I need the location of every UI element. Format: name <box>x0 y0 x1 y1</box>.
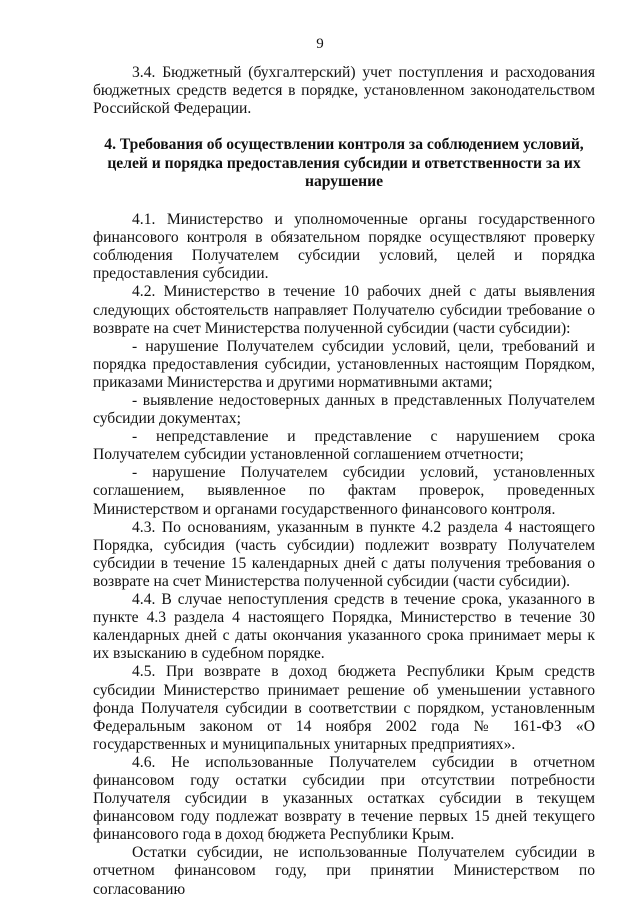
paragraph-4-5: 4.5. При возврате в доход бюджета Республики Крым средств субсидии Министерство принимает решение об уменьшении уставного фонда Получателя субсидии в соответствии с порядком, установленным Федеральным законом от 14 ноября 2002 года № 161-ФЗ «О государственных и муниципальных унитарных предприятиях». <box>93 663 595 753</box>
paragraph-remainder: Остатки субсидии, не использованные Получателем субсидии в отчетном финансовом году, при принятии Министерством по согласованию <box>93 844 595 898</box>
paragraph-4-6: 4.6. Не использованные Получателем субсидии в отчетном финансовом году остатки субсидии при отсутствии потребности Получателя субсидии в указанных остатках субсидии в текущем финансовом году подлежат возврату в течение первых 15 дней текущего финансового года в доход бюджета Республики Крым. <box>93 753 595 844</box>
paragraph-4-4: 4.4. В случае непоступления средств в течение срока, указанного в пункте 4.3 раздела 4 настоящего Порядка, Министерство в течение 30 календарных дней с даты окончания указанного срока принимает меры к их взысканию в судебном порядке. <box>93 591 595 663</box>
paragraph-3-4: 3.4. Бюджетный (бухгалтерский) учет поступления и расходования бюджетных средств ведется в порядке, установленном законодательством Российской Федерации. <box>93 64 595 118</box>
section-heading: 4. Требования об осуществлении контроля за соблюдением условий, целей и порядка предоставления субсидии и ответственности за их нарушение <box>104 136 584 191</box>
list-item: - непредставление и представление с нарушением срока Получателем субсидии установленной соглашением отчетности; <box>93 428 595 464</box>
list-item: - выявление недостоверных данных в представленных Получателем субсидии документах; <box>93 392 595 428</box>
paragraph-4-1: 4.1. Министерство и уполномоченные органы государственного финансового контроля в обязательном порядке осуществляют проверку соблюдения Получателем субсидии условий, целей и порядка предоставления субсидии. <box>93 211 595 283</box>
paragraph-4-3: 4.3. По основаниям, указанным в пункте 4.2 раздела 4 настоящего Порядка, субсидия (часть субсидии) подлежит возврату Получателем субсидии в течение 15 календарных дней с даты получения требования о возврате на счет Министерства полученной субсидии (части субсидии). <box>93 518 595 590</box>
page-number: 9 <box>316 36 324 52</box>
list-item: - нарушение Получателем субсидии условий, цели, требований и порядка предоставления субсидии, установленных настоящим Порядком, приказами Министерства и другими нормативными актами; <box>93 337 595 391</box>
document-body <box>93 64 595 899</box>
paragraph-4-2: 4.2. Министерство в течение 10 рабочих дней с даты выявления следующих обстоятельств направляет Получателю субсидии требование о возврате на счет Министерства полученной субсидии (части субсидии): <box>93 283 595 337</box>
list-item: - нарушение Получателем субсидии условий, установленных соглашением, выявленное по фактам проверок, проведенных Министерством и органами государственного финансового контроля. <box>93 464 595 518</box>
